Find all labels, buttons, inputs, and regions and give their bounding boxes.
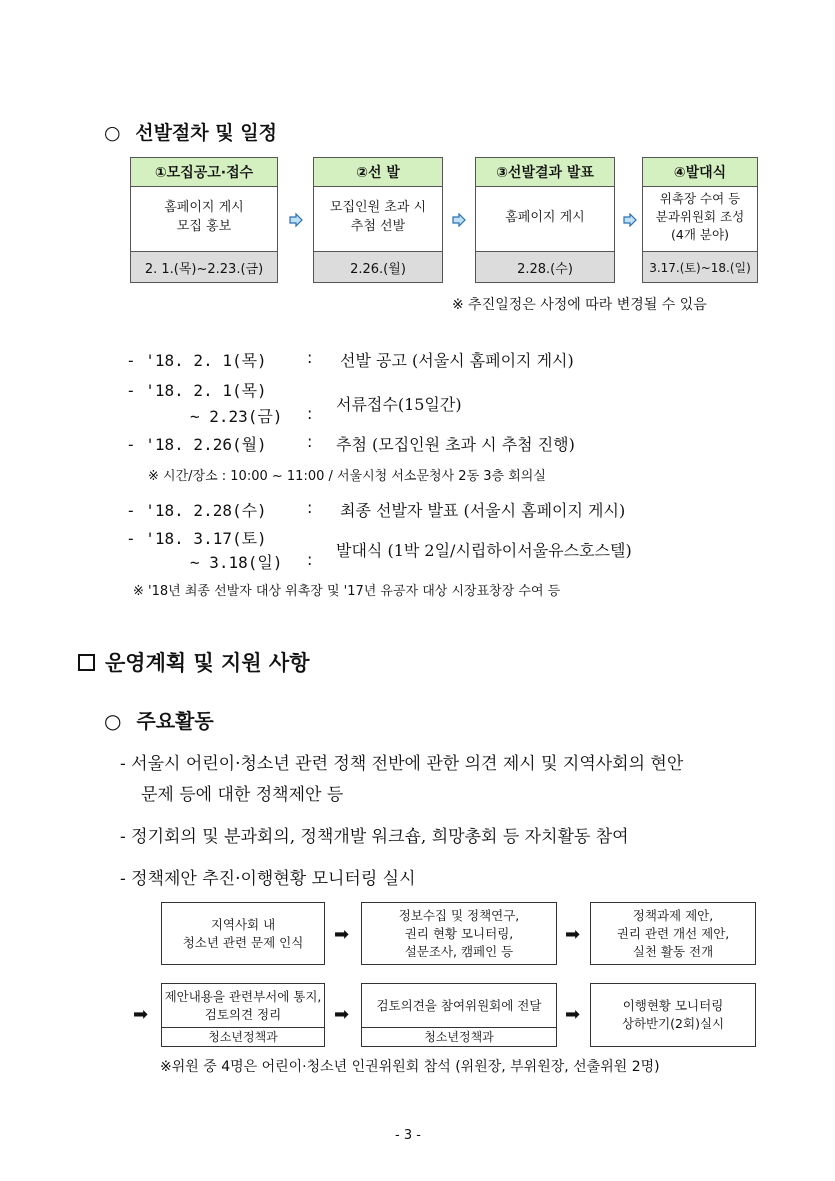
flow-box-deliver [361, 983, 557, 1047]
schedule-sep: : [307, 550, 313, 569]
activity-item-cont: 문제 등에 대한 정책제안 등 [141, 785, 344, 805]
arrow-right-icon: ➡ [334, 1004, 350, 1025]
subheading-title: 주요활동 [136, 709, 214, 733]
schedule-sep: : [307, 432, 313, 451]
schedule-change-note: ※ 추진일정은 사정에 따라 변경될 수 있음 [452, 297, 707, 313]
heading-title: 선발절차 및 일정 [135, 122, 277, 144]
flow-dept: 청소년정책과 [162, 1027, 324, 1046]
schedule-sep: : [307, 348, 313, 367]
activity-item: - 정기회의 및 분과회의, 정책개발 워크숍, 희망총회 등 자치활동 참여 [120, 827, 629, 847]
step-head: ④발대식 [643, 158, 757, 187]
committee-note: ※위원 중 4명은 어린이·청소년 인권위원회 참석 (위원장, 부위원장, 선출위원 2명) [160, 1059, 660, 1075]
step-box-select [313, 157, 443, 283]
step-box-ceremony [642, 157, 758, 283]
arrow-right-icon: ➡ [565, 924, 581, 945]
schedule-sep: : [307, 498, 313, 517]
schedule-date: - '18. 3.17(토) [126, 529, 267, 548]
step-body: 홈페이지 게시 모집 홍보 [164, 200, 244, 234]
step-body: 홈페이지 게시 [505, 209, 585, 225]
checkbox-square-icon [78, 654, 95, 671]
arrow-right-icon: ➡ [565, 1004, 581, 1025]
arrow-right-icon [452, 213, 466, 227]
section-heading-selection [104, 118, 277, 145]
arrow-right-icon: ➡ [334, 924, 350, 945]
flow-dept: 청소년정책과 [362, 1027, 556, 1046]
step-date: 2.26.(월) [314, 251, 442, 282]
section-heading-operation [78, 647, 310, 677]
flow-text: 이행현황 모니터링 상하반기(2회)실시 [621, 998, 725, 1031]
step-box-result [475, 157, 615, 283]
activity-item: - 정책제안 추진·이행현황 모니터링 실시 [120, 869, 416, 889]
step-body: 위촉장 수여 등 분과위원회 조성 (4개 분야) [655, 191, 745, 242]
arrow-right-icon [623, 213, 637, 227]
flow-box-awareness [161, 902, 325, 965]
schedule-sep: : [307, 404, 313, 423]
schedule-date-end: ~ 2.23(금) [190, 407, 283, 426]
flow-text: 제안내용을 관련부서에 통지, 검토의견 정리 [164, 988, 322, 1022]
step-date: 2. 1.(목)~2.23.(금) [131, 251, 277, 282]
schedule-desc: 서류접수(15일간) [336, 395, 462, 414]
step-body: 모집인원 초과 시 추첨 선발 [329, 200, 427, 234]
schedule-date: - '18. 2.26(월) [126, 435, 267, 454]
schedule-desc: 발대식 (1박 2일/시립하이서울유스호스텔) [336, 541, 632, 560]
schedule-date: - '18. 2.28(수) [126, 501, 267, 520]
arrow-right-icon [289, 213, 303, 227]
arrow-right-icon: ➡ [133, 1004, 149, 1025]
schedule-date: - '18. 2. 1(목) [126, 351, 267, 370]
schedule-desc: 최종 선발자 발표 (서울시 홈페이지 게시) [340, 501, 626, 520]
step-box-recruit [130, 157, 278, 283]
page-number: - 3 - [395, 1128, 421, 1143]
schedule-desc: 추첨 (모집인원 초과 시 추첨 진행) [336, 435, 575, 454]
step-head: ①모집공고·접수 [131, 158, 277, 187]
schedule-date: - '18. 2. 1(목) [126, 381, 267, 400]
step-head: ②선 발 [314, 158, 442, 187]
flow-text: 검토의견을 참여위원회에 전달 [376, 997, 542, 1013]
subheading-activities [104, 705, 214, 734]
subheading-marker: ○ [104, 709, 122, 733]
activity-item: - 서울시 어린이·청소년 관련 정책 전반에 관한 의견 제시 및 지역사회의 현안 [120, 754, 684, 774]
schedule-date-end: ~ 3.18(일) [190, 553, 283, 572]
heading-title: 운영계획 및 지원 사항 [105, 651, 310, 675]
flow-text: 정보수집 및 정책연구, 권리 현황 모니터링, 설문조사, 캠페인 등 [398, 907, 520, 959]
step-date: 2.28.(수) [476, 251, 614, 282]
flow-box-research [361, 902, 557, 965]
flow-box-proposal [590, 902, 756, 965]
time-place-note: ※ 시간/장소 : 10:00 ~ 11:00 / 서울시청 서소문청사 2동 3층 회의실 [148, 469, 546, 484]
schedule-desc: 선발 공고 (서울시 홈페이지 게시) [340, 351, 574, 370]
flow-text: 지역사회 내 청소년 관련 문제 인식 [182, 916, 304, 950]
flow-box-monitoring [590, 983, 756, 1047]
step-date: 3.17.(토)~18.(일) [643, 251, 757, 282]
heading-marker: ○ [104, 122, 121, 144]
step-head: ③선발결과 발표 [476, 158, 614, 187]
flow-box-notify [161, 983, 325, 1047]
award-note: ※ '18년 최종 선발자 대상 위촉장 및 '17년 유공자 대상 시장표창장 수여 등 [133, 584, 561, 599]
flow-text: 정책과제 제안, 권리 관련 개선 제안, 실천 활동 전개 [616, 907, 730, 959]
